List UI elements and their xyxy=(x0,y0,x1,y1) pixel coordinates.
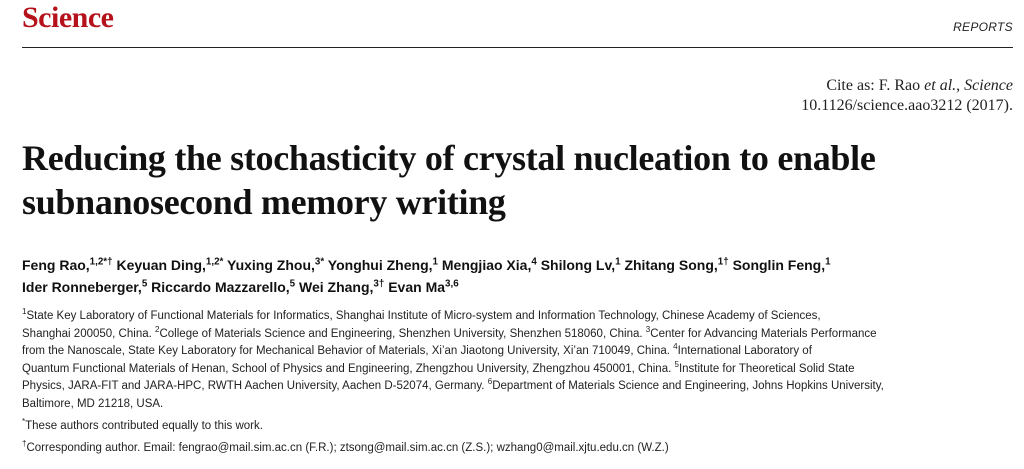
author-row: Ider Ronneberger,$^5$ Riccardo Mazzarello,$^5$ Wei Zhang,$^{3\dagger}$ Evan Ma$^{3,6}$ xyxy=(22,278,459,295)
section-label: REPORTS xyxy=(953,20,1013,34)
author-name: Songlin Feng, xyxy=(732,257,826,273)
affiliations xyxy=(22,308,1012,413)
author-row: Feng Rao,$^{1,2*\dagger}$ Keyuan Ding,$^{1,2*}$ Yuxing Zhou,$^{3*}$ Yonghui Zheng,$^1$ Mengjiao Xia,$^4$ Shilong Lv,$^1$ Zhitang Song,$^{1\dagger}$ Songlin Feng,$^1$ xyxy=(22,256,831,273)
header-divider xyxy=(22,47,1013,48)
author-name: Wei Zhang, xyxy=(299,279,374,295)
article-title: Reducing the stochasticity of crystal nucleation to enable subnanosecond memory writing xyxy=(22,138,876,222)
equal-contribution-note: *These authors contributed equally to this work. xyxy=(22,417,263,432)
citation-block xyxy=(801,76,1013,116)
author-name: Yuxing Zhou, xyxy=(227,257,315,273)
author-name: Evan Ma xyxy=(388,279,446,295)
citation-line-1: Cite as: F. Rao et al., Science xyxy=(826,77,1013,94)
author-name: Yonghui Zheng, xyxy=(327,257,433,273)
author-name: Zhitang Song, xyxy=(624,257,718,273)
author-name: Riccardo Mazzarello, xyxy=(151,279,290,295)
author-name: Mengjiao Xia, xyxy=(441,257,532,273)
journal-logo[interactable]: Science xyxy=(22,1,114,34)
affiliation-line: Baltimore, MD 21218, USA. xyxy=(22,397,164,410)
author-list xyxy=(22,254,1017,298)
author-name: Keyuan Ding, xyxy=(116,257,206,273)
author-name: Ider Ronneberger, xyxy=(22,279,142,295)
affiliation-line: $^1$State Key Laboratory of Functional Materials for Informatics, Shanghai Institute of Micro-system and Information Technology, Chinese Academy of Sciences, xyxy=(22,307,821,322)
author-name: Feng Rao, xyxy=(22,257,90,273)
affiliation-line: Physics, JARA-FIT and JARA-HPC, RWTH Aachen University, Aachen D-52074, Germany. $^6$Department of Materials Science and Engineering, Johns Hopkins University, xyxy=(22,377,884,392)
affiliation-line: Shanghai 200050, China. $^2$College of Materials Science and Engineering, Shenzhen University, Shenzhen 518060, China. $^3$Center for Advancing Materials Performance xyxy=(22,324,877,340)
affiliation-line: Quantum Functional Materials of Henan, School of Physics and Engineering, Zhengzhou University, Zhengzhou 450001, China. $^5$Institute for Theoretical Solid State xyxy=(22,359,855,375)
corresponding-author-note: †Corresponding author. Email: fengrao@mail.sim.ac.cn (F.R.); ztsong@mail.sim.ac.cn (Z.S.); wzhang0@mail.xjtu.edu.cn (W.Z.) xyxy=(22,439,669,454)
author-name: Shilong Lv, xyxy=(540,257,616,273)
affiliation-line: from the Nanoscale, State Key Laboratory for Mechanical Behavior of Materials, Xi’an Jiaotong University, Xi’an 710049, China. $^4$International Laboratory of xyxy=(22,342,812,357)
corresponding-emails[interactable]: Corresponding author. Email: fengrao@mail.sim.ac.cn (F.R.); ztsong@mail.sim.ac.cn (Z.S.); wzhang0@mail.xjtu.edu.cn (W.Z.) xyxy=(26,442,669,454)
doi-link[interactable]: 10.1126/science.aao3212 (2017). xyxy=(801,97,1013,114)
